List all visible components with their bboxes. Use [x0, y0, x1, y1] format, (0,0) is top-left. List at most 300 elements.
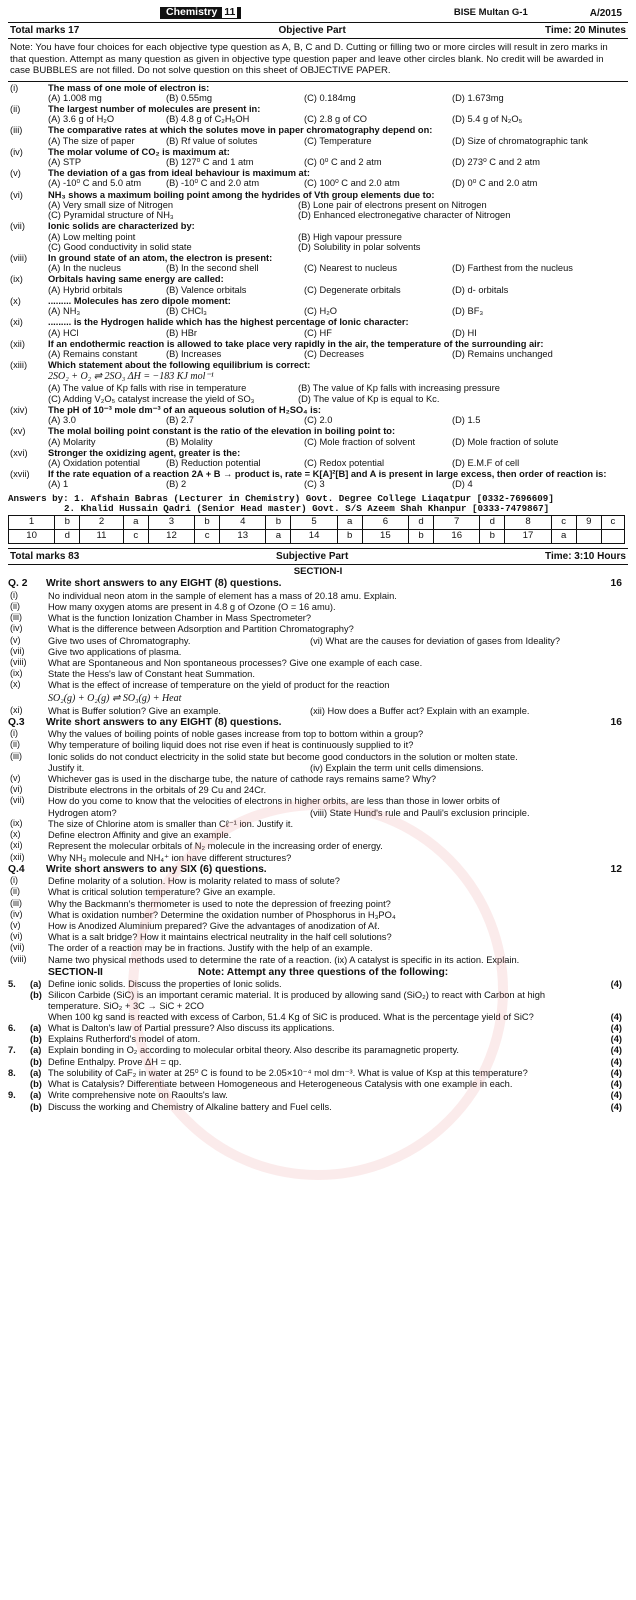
mcq-number: (xii)	[10, 338, 25, 349]
question-4	[8, 864, 628, 965]
long-question-part: (a)	[30, 1023, 42, 1034]
mcq-options	[48, 458, 628, 468]
long-question-number: 6.	[8, 1023, 16, 1034]
short-question-text: The order of a reaction may be in fractions. Justify with the help of an example.	[48, 943, 373, 954]
mcq-number: (vi)	[10, 189, 23, 200]
long-question-part: (b)	[30, 1056, 42, 1067]
subject-label: Chemistry 11	[160, 7, 241, 19]
short-question	[8, 613, 628, 623]
mcq-option: (D) Mole fraction of solute	[452, 436, 559, 447]
mcq-option: (A) Oxidation potential	[48, 457, 140, 468]
short-question	[8, 602, 628, 612]
short-question-pair	[48, 763, 628, 773]
board-label: BISE Multan G-1	[453, 6, 528, 18]
mcq-option: (C) Decreases	[304, 348, 364, 359]
short-question	[8, 830, 628, 840]
mcq-number: (iv)	[10, 146, 23, 157]
answer-key-cell: c	[551, 515, 576, 529]
short-question-text: How is Anodized Aluminium prepared? Give the advantages of anodization of Aℓ.	[48, 920, 380, 931]
mcq-number: (v)	[10, 168, 21, 179]
class-label: 11	[224, 6, 236, 19]
short-question-number	[8, 763, 48, 773]
mcq-option: (B) The value of Kp falls with increasing pressure	[298, 383, 500, 394]
mcq-body	[48, 448, 628, 468]
short-question-text: (iv) Explain the term unit cells dimensions.	[310, 762, 484, 773]
mcq-option: (B) -10⁰ C and 2.0 atm	[166, 178, 260, 189]
long-question-marks: (4)	[610, 1101, 622, 1112]
mcq-body	[48, 253, 628, 273]
mcq-option: (A) 3.0	[48, 415, 76, 426]
mcq-option: (A) NH₃	[48, 306, 81, 317]
answer-key-cell: 1	[9, 515, 55, 529]
short-question	[8, 853, 628, 863]
long-question-text: Discuss the working and Chemistry of Alkaline battery and Fuel cells.	[48, 1101, 332, 1112]
long-question-number	[8, 1057, 30, 1067]
long-question-part: (a)	[30, 979, 42, 990]
paper-header	[8, 6, 628, 20]
mcq-option: (C) Adding V₂O₅ catalyst increase the yield of SO₃	[48, 393, 255, 404]
mcq-question: ......... is the Hydrogen halide which has the highest percentage of Ionic character:	[48, 317, 409, 328]
short-question-number: (iv)	[10, 908, 23, 919]
short-question-text: State the Hess's law of Constant heat Summation.	[48, 669, 255, 680]
short-question-pair	[48, 706, 628, 716]
long-question	[8, 990, 628, 1010]
mcq-options	[48, 114, 628, 124]
short-question	[8, 740, 628, 750]
long-question-number	[8, 1079, 30, 1089]
short-question-number: (xi)	[10, 840, 23, 851]
question-heading	[8, 578, 628, 589]
mcq-body	[48, 317, 628, 337]
short-question-text: Justify it.	[48, 762, 85, 773]
mcq-body	[48, 360, 628, 404]
mcq-option: (B) 2	[166, 479, 187, 490]
answer-key-cell: 8	[505, 515, 551, 529]
short-question	[8, 785, 628, 795]
long-question-marks: (4)	[610, 1079, 622, 1090]
mcq-options	[48, 437, 628, 447]
answer-key-cell: 4	[220, 515, 266, 529]
short-question	[8, 669, 628, 679]
mcq-option: (C) 2.8 g of CO	[304, 114, 368, 125]
short-question-text: Why NH₃ molecule and NH₄⁺ ion have different structures?	[48, 852, 292, 863]
mcq-option: (A) The size of paper	[48, 135, 135, 146]
short-question	[8, 752, 628, 762]
long-question-text: The solubility of CaF₂ in water at 25⁰ C is found to be 2.05×10⁻⁴ mol dm⁻³. What is value of Ksp at this temperature?	[48, 1067, 528, 1078]
short-question-text: Name two physical methods used to determine the rate of a reaction. (ix) A catalyst is specific in its action. Explain.	[48, 954, 520, 965]
long-question-part: (b)	[30, 1079, 42, 1090]
question-marks: 12	[610, 863, 622, 875]
mcq-option: (C) 0.184mg	[304, 92, 356, 103]
mcq-question: ......... Molecules has zero dipole moment:	[48, 295, 231, 306]
subjective-title: Subjective Part	[276, 550, 349, 562]
short-question-number: (iv)	[10, 623, 23, 634]
question-3	[8, 717, 628, 863]
long-question-text: What is Dalton's law of Partial pressure? Also discuss its applications.	[48, 1023, 335, 1034]
mcq-options	[48, 157, 628, 167]
mcq-option: (C) Good conductivity in solid state	[48, 241, 192, 252]
short-question-text: What is oxidation number? Determine the oxidation number of Phosphorus in H₃PO₄	[48, 909, 396, 920]
long-question-marks	[582, 990, 628, 1010]
mcq-options	[48, 200, 628, 220]
short-question-number: (ii)	[10, 886, 20, 897]
mcq-option: (B) Increases	[166, 348, 222, 359]
short-question-number: (v)	[10, 773, 21, 784]
short-question	[8, 819, 628, 829]
mcq-number: (xv)	[10, 426, 26, 437]
year-label: A/2015	[589, 7, 622, 19]
mcq-number: (xiii)	[10, 360, 28, 371]
answer-key-cell: 7	[434, 515, 480, 529]
long-question	[8, 1034, 628, 1044]
short-question	[8, 887, 628, 897]
answer-key-cell: 6	[362, 515, 408, 529]
mcq-number: (viii)	[10, 253, 28, 263]
mcq-options	[48, 349, 628, 359]
mcq-body	[48, 147, 628, 167]
mcq-item	[8, 469, 628, 489]
answer-key-cell: a	[337, 515, 362, 529]
mcq-options	[48, 383, 628, 403]
mcq-number: (xi)	[10, 317, 23, 328]
mcq-number: (ix)	[10, 274, 23, 285]
answer-key-cell: 3	[148, 515, 194, 529]
short-question-text: Why the values of boiling points of noble gases increase from top to bottom within a group?	[48, 729, 424, 740]
short-question-number: (i)	[10, 875, 18, 886]
answer-key-cell: b	[55, 515, 80, 529]
mcq-option: (B) Valence orbitals	[166, 284, 247, 295]
mcq-list	[8, 83, 628, 490]
mcq-option: (D) 273⁰ C and 2 atm	[452, 157, 540, 168]
mcq-question: Ionic solids are characterized by:	[48, 221, 195, 232]
mcq-option: (B) 0.55mg	[166, 92, 212, 103]
long-question-text: What is Catalysis? Differentiate between Homogeneous and Heterogeneous Catalysis with one example in each.	[48, 1079, 513, 1090]
long-question	[8, 979, 628, 989]
answer-key-cell: 17	[505, 529, 551, 543]
long-question-part: (b)	[30, 1101, 42, 1112]
answer-key-cell: d	[55, 529, 80, 543]
mcq-option: (D) 5.4 g of N₂O₅	[452, 114, 523, 125]
mcq-body	[48, 296, 628, 316]
mcq-option: (A) -10⁰ C and 5.0 atm	[48, 178, 142, 189]
short-question-text: What is Buffer solution? Give an example.	[48, 705, 221, 716]
answer-key-row	[9, 515, 625, 529]
long-question-marks: (4)	[610, 979, 622, 990]
short-question	[8, 680, 628, 690]
long-question-marks: (4)	[610, 1056, 622, 1067]
exam-paper	[8, 0, 628, 1112]
answer-key-cell: c	[601, 515, 624, 529]
short-question-number: (v)	[10, 634, 21, 645]
short-question-text: Represent the molecular orbitals of N₂ molecule in the increasing order of energy.	[48, 841, 383, 852]
short-question-text: Why the Backmann's thermometer is used to note the depression of freezing point?	[48, 898, 391, 909]
long-question-number	[8, 1012, 30, 1022]
short-question-text: What is critical solution temperature? Give an example.	[48, 887, 276, 898]
mcq-number: (x)	[10, 295, 21, 306]
short-question-number: (vii)	[10, 795, 25, 806]
reaction-equation: SO₂(g) + O₂(g) ⇌ SO₃(g) + Heat	[48, 692, 182, 704]
mcq-option: (B) HBr	[166, 327, 197, 338]
short-question-text: What is the effect of increase of temperature on the yield of product for the reaction	[48, 680, 390, 691]
long-question-number	[8, 990, 30, 1010]
long-question-part	[30, 1012, 48, 1022]
mcq-option: (D) 1.673mg	[452, 92, 504, 103]
long-question-number	[8, 1102, 30, 1112]
mcq-options	[48, 328, 628, 338]
mcq-option: (B) CHCl₃	[166, 306, 207, 317]
mcq-option: (C) Temperature	[304, 135, 372, 146]
short-question-number: (ii)	[10, 600, 20, 611]
mcq-option: (A) Remains constant	[48, 348, 138, 359]
mcq-number: (vii)	[10, 221, 25, 232]
long-question-marks: (4)	[610, 1045, 622, 1056]
long-question-number: 8.	[8, 1067, 16, 1078]
mcq-option: (B) 4.8 g of C₂H₅OH	[166, 114, 250, 125]
mcq-item	[8, 405, 628, 425]
short-question-number	[8, 808, 48, 818]
mcq-option: (B) In the second shell	[166, 263, 259, 274]
mcq-option: (D) d- orbitals	[452, 284, 509, 295]
mcq-number: (xiv)	[10, 404, 28, 415]
mcq-option: (A) Very small size of Nitrogen	[48, 199, 174, 210]
short-question-text: Whichever gas is used in the discharge tube, the nature of cathode rays remains same? Why?	[48, 774, 437, 785]
mcq-option: (D) Enhanced electronegative character of Nitrogen	[298, 210, 511, 221]
short-question-number: (viii)	[10, 656, 27, 667]
question-number: Q.3	[8, 716, 25, 728]
mcq-question: The deviation of a gas from ideal behaviour is maximum at:	[48, 168, 310, 179]
mcq-option: (D) 0⁰ C and 2.0 atm	[452, 178, 538, 189]
mcq-option: (C) Pyramidal structure of NH₃	[48, 210, 174, 221]
mcq-item	[8, 253, 628, 273]
mcq-question: Which statement about the following equilibrium is correct:	[48, 360, 311, 371]
subjective-total-marks: Total marks 83	[10, 550, 80, 562]
short-question-number: (x)	[10, 829, 21, 840]
short-question-number: (i)	[10, 589, 18, 600]
mcq-option: (B) 127⁰ C and 1 atm	[166, 157, 254, 168]
answer-key-cell: a	[123, 515, 148, 529]
short-question-text: (vi) What are the causes for deviation of gases from Ideality?	[310, 635, 561, 646]
mcq-option: (A) STP	[48, 157, 82, 168]
mcq-option: (A) HCl	[48, 327, 79, 338]
mcq-option: (D) 4	[452, 479, 473, 490]
long-question	[8, 1079, 628, 1089]
short-question-text: The size of Chlorine atom is smaller than Cℓ⁻¹ ion. Justify it.	[48, 818, 294, 829]
short-question-number: (vi)	[10, 784, 23, 795]
short-question	[8, 932, 628, 942]
long-question-number: 5.	[8, 979, 16, 990]
mcq-option: (D) BF₃	[452, 306, 484, 317]
mcq-item	[8, 360, 628, 404]
mcq-option: (A) 3.6 g of H₂O	[48, 114, 115, 125]
mcq-option: (A) Low melting point	[48, 231, 136, 242]
long-question	[8, 1102, 628, 1112]
short-question-text: (viii) State Hund's rule and Pauli's exclusion principle.	[310, 807, 530, 818]
short-question-text: Define electron Affinity and give an example.	[48, 830, 232, 841]
mcq-question: The comparative rates at which the solutes move in paper chromatography depend on:	[48, 125, 433, 136]
mcq-option: (D) Size of chromatographic tank	[452, 135, 588, 146]
long-question-marks: (4)	[610, 1023, 622, 1034]
mcq-option: (C) 0⁰ C and 2 atm	[304, 157, 382, 168]
answer-key-cell: 11	[80, 529, 123, 543]
objective-header	[8, 22, 628, 39]
mcq-question: The molal boiling point constant is the ratio of the elevation in boiling point to:	[48, 426, 396, 437]
section-1-title: SECTION-I	[293, 565, 343, 577]
question-instruction: Write short answers to any SIX (6) questions.	[46, 863, 267, 875]
mcq-option: (C) Degenerate orbitals	[304, 284, 401, 295]
short-question-number: (ix)	[10, 668, 23, 679]
short-question	[8, 647, 628, 657]
mcq-item	[8, 339, 628, 359]
mcq-item	[8, 104, 628, 124]
short-question-text: What is the difference between Adsorption and Partition Chromatography?	[48, 624, 354, 635]
answer-key-cell	[576, 529, 601, 543]
answers-by	[8, 494, 628, 514]
answer-key-cell: 16	[434, 529, 480, 543]
answer-key-cell: b	[408, 529, 433, 543]
mcq-options	[48, 178, 628, 188]
answers-by-line-1: Answers by: 1. Afshain Babras (Lecturer in Chemistry) Govt. Degree College Liaqatpur [0332-7696609]	[8, 492, 554, 504]
long-question-text: Explain bonding in O₂ according to molecular orbital theory. Also describe its paramagnetic property.	[48, 1045, 459, 1056]
mcq-options	[48, 285, 628, 295]
mcq-option: (A) Molarity	[48, 436, 96, 447]
long-question-marks: (4)	[610, 1067, 622, 1078]
mcq-body	[48, 469, 628, 489]
mcq-number: (xvii)	[10, 469, 30, 480]
short-question-number: (ii)	[10, 739, 20, 750]
long-question-text: Define Enthalpy. Prove ΔH = qp.	[48, 1056, 182, 1067]
short-question	[8, 921, 628, 931]
answer-key-cell: a	[551, 529, 576, 543]
mcq-options	[48, 415, 628, 425]
long-question-marks: (4)	[610, 1090, 622, 1101]
answer-key-cell: b	[337, 529, 362, 543]
mcq-body	[48, 339, 628, 359]
short-question	[8, 796, 628, 806]
answer-key-cell: 2	[80, 515, 123, 529]
mcq-question: Stronger the oxidizing agent, greater is the:	[48, 447, 241, 458]
mcq-question: If an endothermic reaction is allowed to take place very rapidly in the air, the temperature of the surrounding air:	[48, 338, 544, 349]
mcq-option: (D) Farthest from the nucleus	[452, 263, 573, 274]
answer-key-cell: 10	[9, 529, 55, 543]
answer-key-cell: 5	[291, 515, 337, 529]
answer-key-table	[8, 515, 625, 544]
mcq-number: (xvi)	[10, 447, 28, 458]
short-question-text: What is the function Ionization Chamber in Mass Spectrometer?	[48, 613, 312, 624]
answer-key-cell: c	[123, 529, 148, 543]
short-question	[8, 943, 628, 953]
mcq-option: (A) In the nucleus	[48, 263, 121, 274]
short-question-number: (iii)	[10, 897, 22, 908]
mcq-option: (D) The value of Kp is equal to Kc.	[298, 393, 440, 404]
long-question-marks: (4)	[610, 1034, 622, 1045]
mcq-question: The molar volume of CO₂ is maximum at:	[48, 146, 230, 157]
short-question-number: (vii)	[10, 645, 25, 656]
mcq-number: (ii)	[10, 103, 21, 114]
long-question-part: (a)	[30, 1067, 42, 1078]
long-question-part: (a)	[30, 1090, 42, 1101]
question-number: Q.4	[8, 863, 25, 875]
short-question-number: (xii)	[10, 851, 25, 862]
question-heading	[8, 864, 628, 875]
long-question-text: Define ionic solids. Discuss the properties of Ionic solids.	[48, 979, 282, 990]
mcq-item	[8, 426, 628, 446]
mcq-option: (C) Mole fraction of solvent	[304, 436, 416, 447]
mcq-question: In ground state of an atom, the electron is present:	[48, 253, 273, 263]
long-question-number: 7.	[8, 1045, 16, 1056]
short-question-text: How do you come to know that the velocities of electrons in higher orbits, are less than those in lower orbits of	[48, 796, 500, 807]
answer-key-cell: c	[195, 529, 220, 543]
short-question-pair	[48, 808, 628, 818]
answer-key-cell: 15	[362, 529, 408, 543]
long-question-part: (b)	[30, 1034, 42, 1045]
short-question-number: (v)	[10, 919, 21, 930]
objective-total-marks: Total marks 17	[10, 25, 80, 36]
mcq-question: The largest number of molecules are present in:	[48, 103, 261, 114]
question-number: Q. 2	[8, 578, 28, 590]
short-question	[8, 841, 628, 851]
question-instruction: Write short answers to any EIGHT (8) questions.	[46, 578, 282, 590]
mcq-item	[8, 83, 628, 103]
mcq-option: (B) High vapour pressure	[298, 231, 402, 242]
mcq-option: (B) 2.7	[166, 415, 194, 426]
long-question-part: (b)	[30, 990, 42, 1001]
mcq-question: The pH of 10⁻³ mole dm⁻³ of an aqueous solution of H₂SO₄ is:	[48, 404, 322, 415]
answer-key-row	[9, 529, 625, 543]
mcq-option: (D) Solubility in polar solvents	[298, 241, 421, 252]
short-question	[8, 729, 628, 739]
short-question	[8, 876, 628, 886]
question-instruction: Write short answers to any EIGHT (8) questions.	[46, 716, 282, 728]
long-question-text: Write comprehensive note on Raoults's law.	[48, 1090, 228, 1101]
mcq-question: NH₃ shows a maximum boiling point among the hydrides of Vth group elements due to:	[48, 189, 435, 200]
answer-key-cell: d	[480, 515, 505, 529]
section-2-note: Note: Attempt any three questions of the following:	[198, 966, 449, 978]
short-question	[8, 591, 628, 601]
mcq-option: (C) H₂O	[304, 306, 338, 317]
short-question-number: (ix)	[10, 817, 23, 828]
mcq-item	[8, 317, 628, 337]
short-question	[8, 774, 628, 784]
answer-key-cell: b	[195, 515, 220, 529]
mcq-option: (C) Nearest to nucleus	[304, 263, 398, 274]
mcq-number: (iii)	[10, 125, 23, 136]
mcq-body	[48, 405, 628, 425]
short-question	[8, 899, 628, 909]
long-question	[8, 1012, 628, 1022]
section-2-header	[8, 967, 628, 978]
short-question-number: (vi)	[10, 931, 23, 942]
long-question	[8, 1068, 628, 1078]
mcq-item	[8, 448, 628, 468]
short-question-number: (i)	[10, 728, 18, 739]
mcq-body	[48, 104, 628, 124]
answer-key-cell: 12	[148, 529, 194, 543]
long-question-text: Explains Rutherford's model of atom.	[48, 1034, 201, 1045]
short-question-text: What are Spontaneous and Non spontaneous processes? Give one example of each case.	[48, 657, 423, 668]
short-question	[8, 624, 628, 634]
mcq-option: (C) 3	[304, 479, 325, 490]
mcq-options	[48, 479, 628, 489]
short-question-text: Give two applications of plasma.	[48, 646, 182, 657]
short-question	[8, 706, 628, 716]
mcq-question: The mass of one mole of electron is:	[48, 82, 210, 93]
short-question	[8, 658, 628, 668]
short-question	[8, 636, 628, 646]
answer-key-cell: 13	[220, 529, 266, 543]
mcq-options	[48, 306, 628, 316]
short-question-number	[8, 692, 48, 705]
objective-note: Note: You have four choices for each objective type question as A, B, C and D. Cutting or filling two or more circles will result in zero marks in that question. Attempt as many question as given in objective type question paper and leave other circles blank. No credit will be awarded in case BUBBLES are not filled. Do not solve question on this sheet of OBJECTIVE PAPER.	[8, 39, 628, 82]
